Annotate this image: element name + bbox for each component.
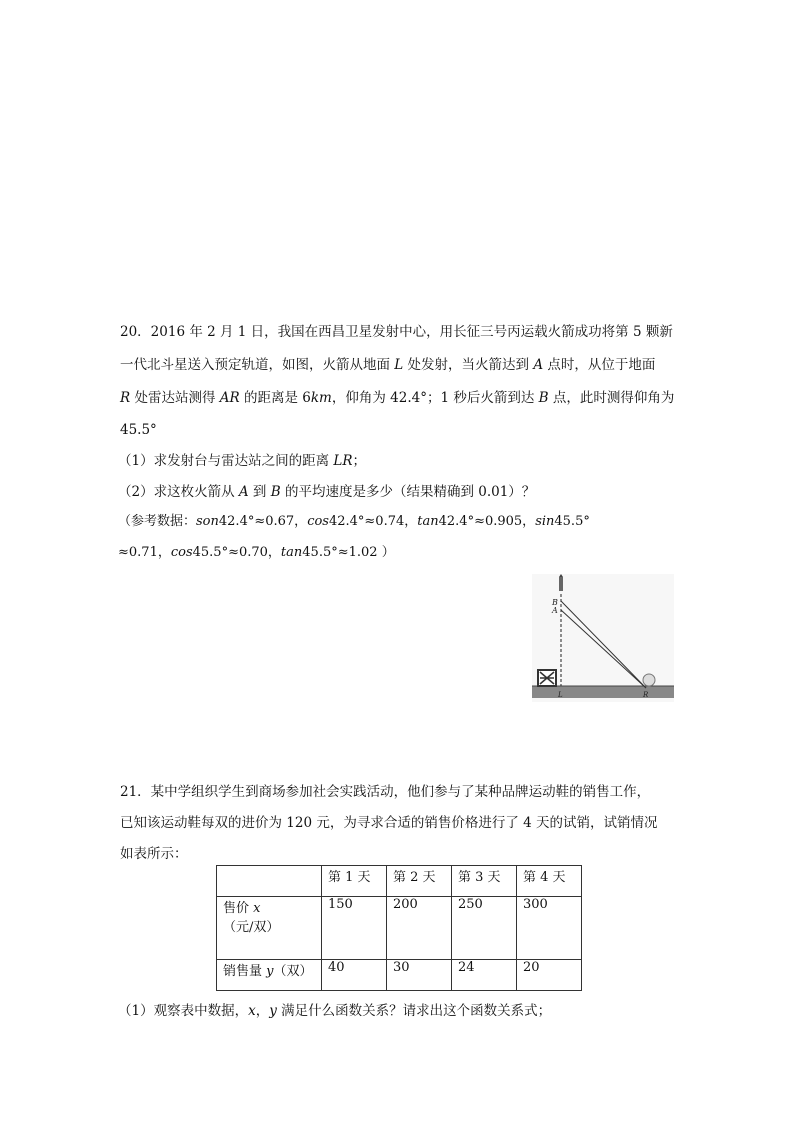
- table-header-cell: [217, 866, 322, 897]
- label-R: R: [643, 691, 649, 699]
- table-cell: 300: [517, 897, 582, 960]
- q20-line-2: 一代北斗星送入预定轨道，如图，火箭从地面 L 处发射，当火箭达到 A 点时，从位于地面: [120, 357, 656, 373]
- table-header-row: [217, 866, 582, 897]
- q20-part-1: （1）求发射台与雷达站之间的距离 LR；: [118, 453, 367, 469]
- q21-line-1: 21．某中学组织学生到商场参加社会实践活动，他们参与了某种品牌运动鞋的销售工作，: [120, 784, 651, 800]
- rocket-radar-figure: [532, 574, 674, 702]
- table-cell: 20: [517, 960, 582, 991]
- table-cell: 250: [452, 897, 517, 960]
- q20-line-3: R 处雷达站测得 AR 的距离是 6km，仰角为 42.4°；1 秒后火箭到达 B 点，此时测得仰角为: [120, 390, 675, 406]
- label-B: B: [552, 598, 558, 607]
- table-header-cell: 第 1 天: [322, 866, 387, 897]
- table-cell: 24: [452, 960, 517, 991]
- q20-line-1: 20．2016 年 2 月 1 日，我国在西昌卫星发射中心，用长征三号丙运载火箭成功将第 5 颗新: [120, 324, 673, 340]
- rocket-icon: [559, 577, 563, 591]
- table-cell: 150: [322, 897, 387, 960]
- q21-line-2: 已知该运动鞋每双的进价为 120 元，为寻求合适的销售价格进行了 4 天的试销，试销情况: [120, 815, 658, 831]
- table-row-quantity: [217, 960, 582, 991]
- table-cell: 40: [322, 960, 387, 991]
- table-cell: 200: [387, 897, 452, 960]
- table-cell: 30: [387, 960, 452, 991]
- radar-dish-icon: [643, 674, 655, 686]
- table-row-price: [217, 897, 582, 960]
- row-label-quantity: 销售量 y（双）: [217, 960, 322, 991]
- q21-part-1: （1）观察表中数据，x，y 满足什么函数关系？请求出这个函数关系式；: [118, 1003, 552, 1019]
- q20-part-2: （2）求这枚火箭从 A 到 B 的平均速度是多少（结果精确到 0.01）？: [118, 484, 536, 500]
- label-L: L: [558, 691, 563, 699]
- row-label-price: 售价 x（元/双）: [217, 897, 322, 960]
- table-header-cell: 第 3 天: [452, 866, 517, 897]
- q21-line-3: 如表所示：: [120, 846, 188, 862]
- table-header-cell: 第 4 天: [517, 866, 582, 897]
- ground-strip: [532, 686, 674, 698]
- table-header-cell: 第 2 天: [387, 866, 452, 897]
- label-A: A: [552, 606, 558, 615]
- q20-reference-line-2: ≈0.71，cos45.5°≈0.70，tan45.5°≈1.02 ）: [118, 545, 395, 560]
- sales-table: [216, 865, 582, 991]
- q20-reference-line-1: （参考数据：son42.4°≈0.67，cos42.4°≈0.74，tan42.4°≈0.905，sin45.5°: [118, 514, 590, 529]
- q20-line-4: 45.5°: [120, 422, 157, 438]
